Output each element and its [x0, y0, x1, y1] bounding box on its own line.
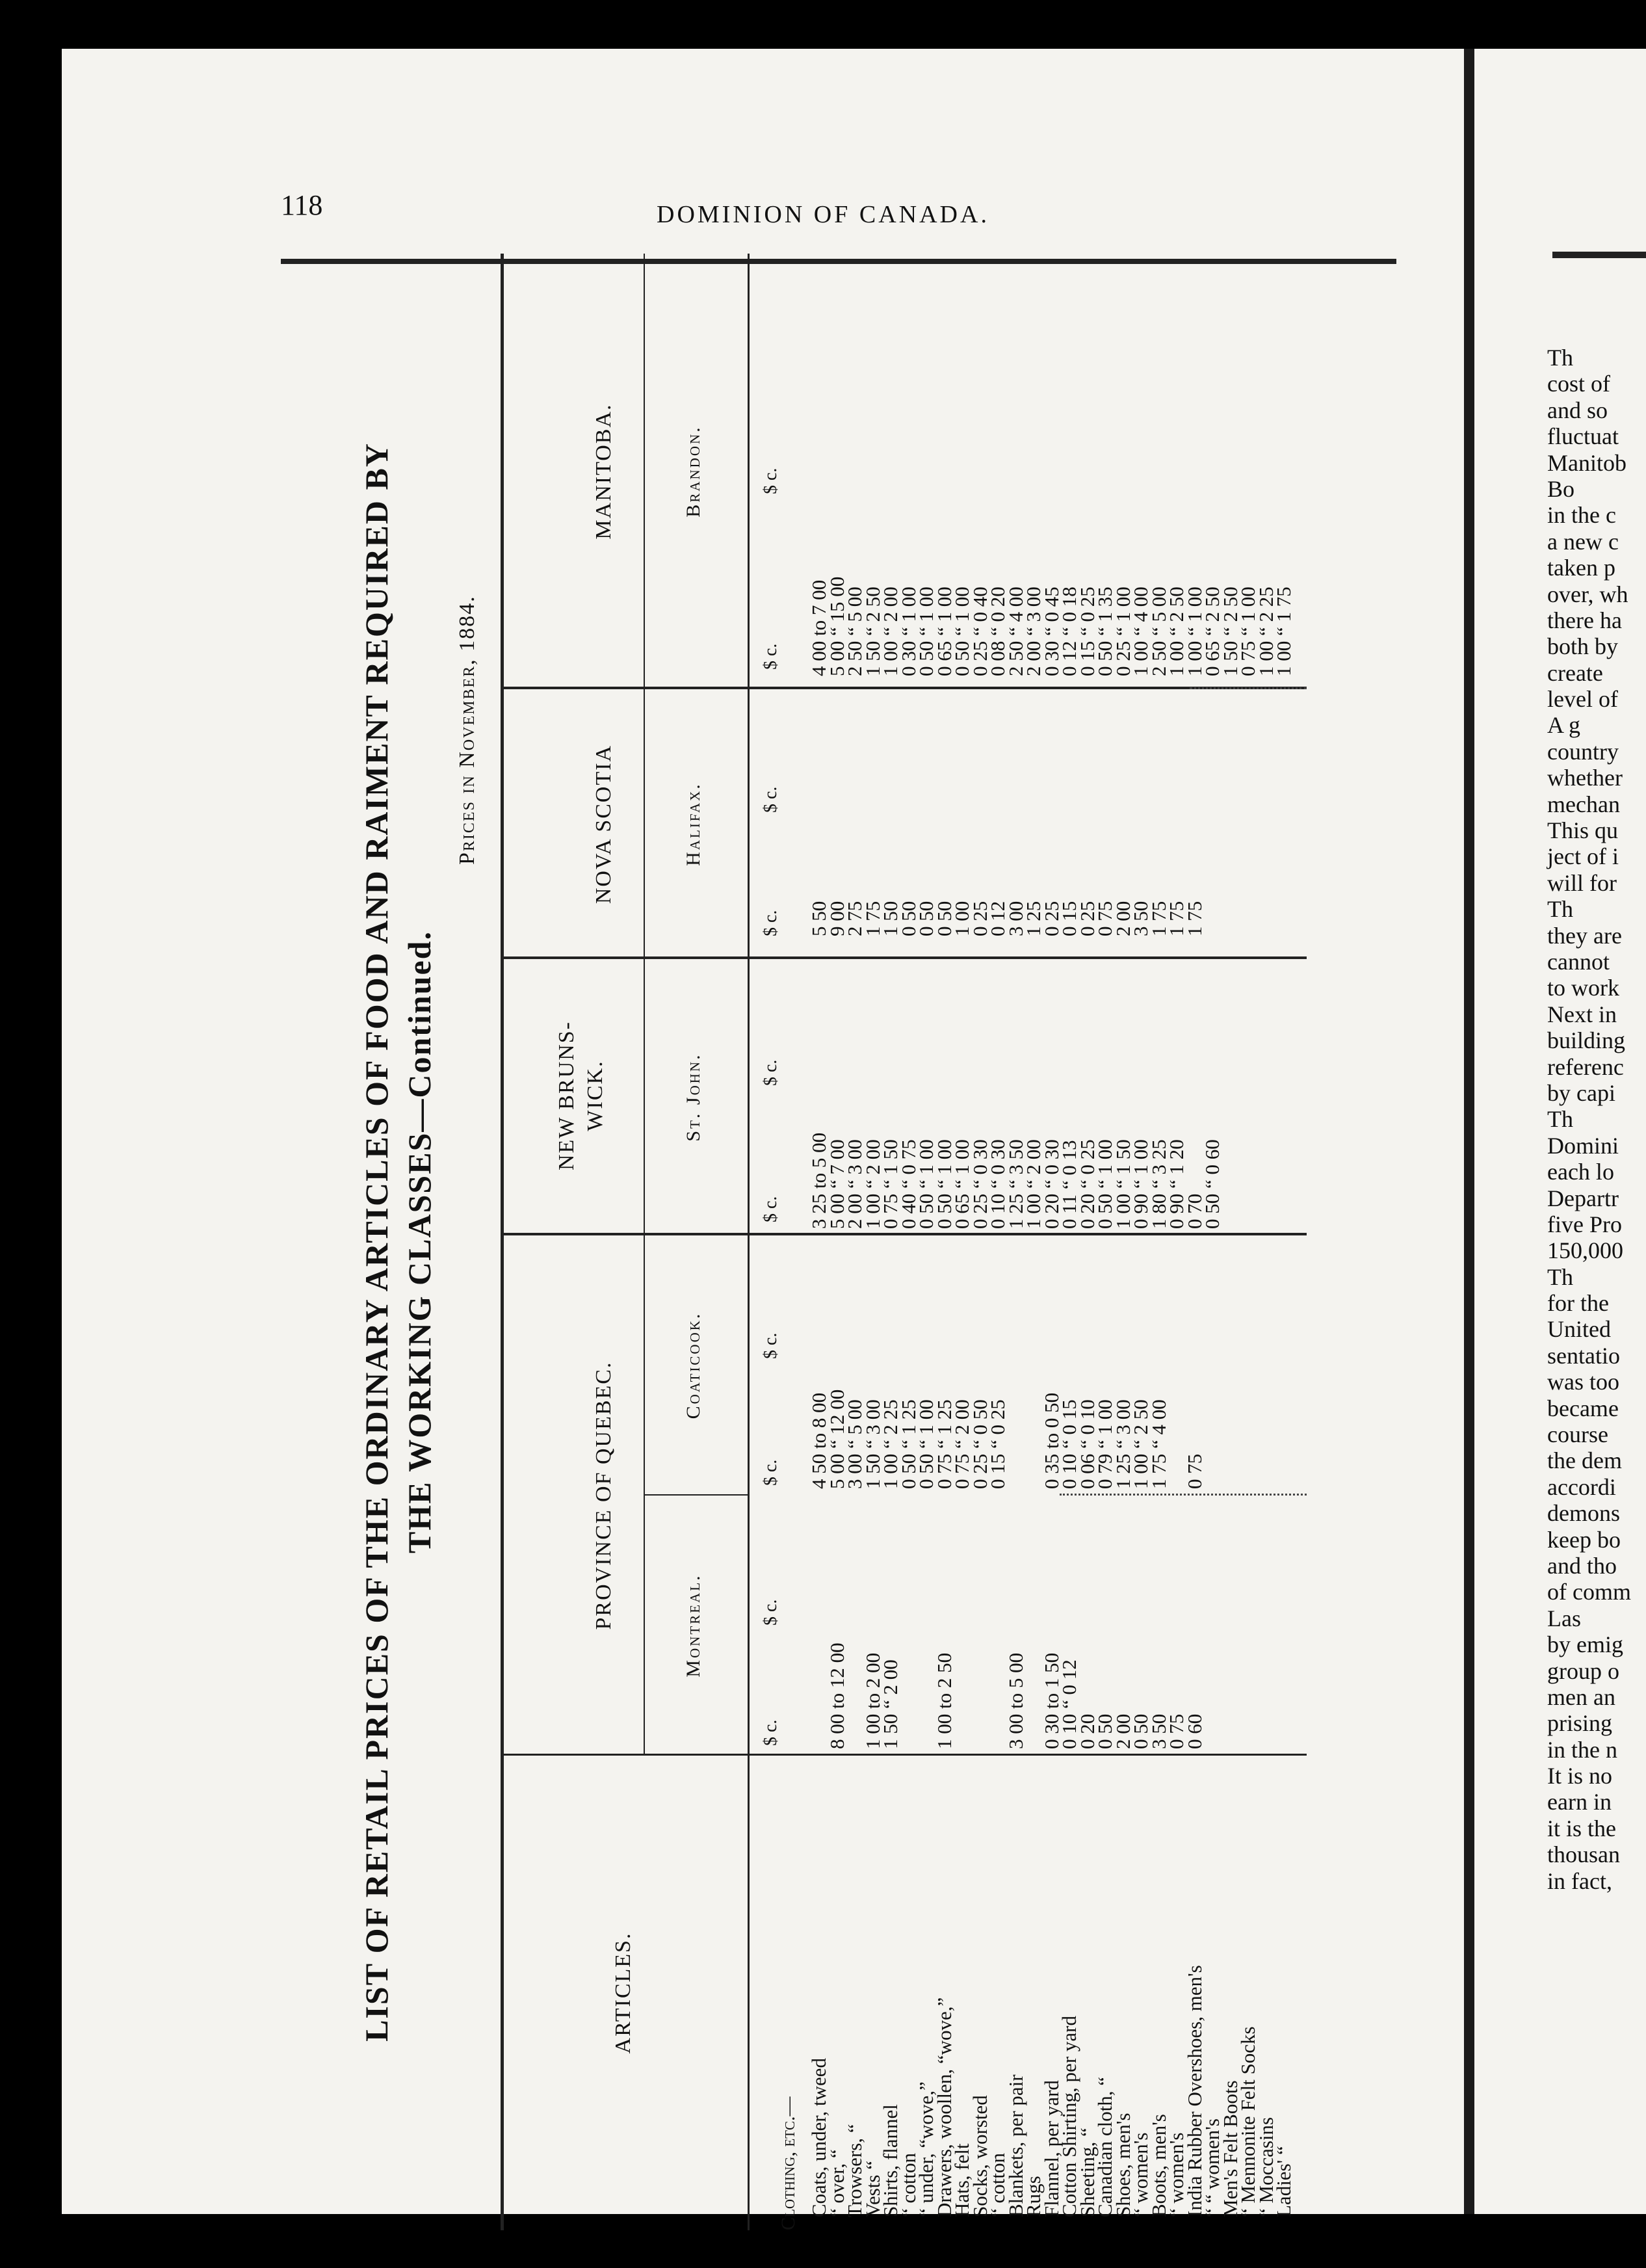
right-page-line: Th	[1547, 896, 1573, 923]
right-page-line: mechan	[1547, 791, 1620, 817]
province-rule	[644, 254, 645, 1756]
right-page-line: It is no	[1547, 1763, 1613, 1789]
col-divider	[501, 956, 1307, 959]
province-nova-scotia: NOVA SCOTIA	[592, 744, 616, 904]
price-montreal: 0 30 to 1 50	[1039, 1652, 1063, 1749]
price-brandon: 2 50 “ 5 00	[1147, 587, 1170, 676]
price-halifax: 3 50	[1129, 901, 1152, 936]
right-page-line: in fact,	[1547, 1867, 1612, 1894]
unit-label: $ c.	[761, 468, 781, 494]
right-page-line: in the n	[1547, 1736, 1617, 1763]
unit-label: $ c.	[761, 1459, 781, 1486]
price-halifax: 0 25	[968, 901, 991, 936]
price-montreal: 2 00	[1111, 1713, 1134, 1749]
dotted-divider	[1190, 687, 1307, 689]
price-halifax: 1 75	[861, 901, 884, 936]
right-page-line: Th	[1547, 345, 1573, 371]
row-label: Hats, felt	[950, 2143, 973, 2217]
right-page-line: Domini	[1547, 1132, 1619, 1159]
price-montreal: 0 60	[1182, 1713, 1206, 1749]
price-halifax: 0 50	[896, 901, 920, 936]
price-coaticook: 3 00 “ 5 00	[843, 1399, 866, 1489]
row-label: “ cotton	[896, 2153, 920, 2217]
price-brandon: 0 15 “ 0 25	[1075, 587, 1099, 676]
col-divider	[501, 1233, 1307, 1235]
table-head-rule	[748, 254, 750, 2230]
right-page-line: whether	[1547, 765, 1623, 791]
table-title: LIST OF RETAIL PRICES OF THE ORDINARY ARTICLES OF FOOD AND RAIMENT REQUIRED BY	[358, 442, 395, 2042]
row-label: Socks, worsted	[968, 2095, 991, 2217]
city-brandon: Brandon.	[683, 425, 704, 518]
price-stjohn: 0 50 “ 1 00	[1093, 1139, 1116, 1229]
right-page-line: both by	[1547, 633, 1619, 660]
row-label: “ women's	[1129, 2132, 1152, 2217]
rotated-table	[345, 234, 1320, 2250]
price-stjohn: 5 00 “ 7 00	[825, 1139, 848, 1229]
price-brandon: 1 50 “ 2 50	[861, 587, 884, 676]
price-coaticook: 1 75 “ 4 00	[1147, 1399, 1170, 1489]
right-page-line: Th	[1547, 1263, 1573, 1290]
price-halifax: 1 25	[1022, 901, 1045, 936]
price-halifax: 1 00	[950, 901, 973, 936]
price-halifax: 0 25	[1075, 901, 1099, 936]
price-brandon: 4 00 to 7 00	[807, 579, 830, 676]
unit-label: $ c.	[761, 1719, 781, 1746]
right-page-line: in the c	[1547, 502, 1616, 529]
section-label: Clothing, etc.—	[777, 2096, 799, 2230]
price-coaticook: 5 00 “ 12 00	[825, 1389, 848, 1489]
price-brandon: 1 00 “ 2 00	[879, 587, 902, 676]
price-coaticook: 0 35 to 0 50	[1039, 1392, 1063, 1489]
row-label: Men's Felt Boots	[1218, 2080, 1242, 2217]
price-brandon: 0 65 “ 1 00	[932, 587, 956, 676]
price-montreal: 0 50	[1129, 1713, 1152, 1749]
right-page-line: Bo	[1547, 475, 1575, 502]
right-page-line: fluctuat	[1547, 423, 1619, 450]
price-halifax: 0 25	[1039, 901, 1063, 936]
row-label: Trowsers, “	[843, 2124, 866, 2217]
price-stjohn: 0 75 “ 1 50	[879, 1139, 902, 1229]
price-halifax: 1 75	[1182, 901, 1206, 936]
price-coaticook: 1 25 “ 3 00	[1111, 1399, 1134, 1489]
row-label: Boots, men's	[1147, 2114, 1170, 2217]
table-top-rule	[501, 254, 504, 2230]
price-brandon: 0 30 “ 1 00	[896, 587, 920, 676]
right-page-line: five Pro	[1547, 1211, 1622, 1237]
right-page-line: United	[1547, 1316, 1611, 1343]
price-montreal: 3 00 to 5 00	[1004, 1652, 1027, 1749]
price-stjohn: 0 50 “ 0 60	[1201, 1139, 1223, 1229]
row-label: “ “ women's	[1201, 2118, 1223, 2217]
price-stjohn: 0 40 “ 0 75	[896, 1139, 920, 1229]
right-page-line: a new c	[1547, 528, 1619, 555]
price-brandon: 0 50 “ 1 35	[1093, 587, 1116, 676]
right-page-line: Manitob	[1547, 449, 1626, 476]
unit-label: $ c.	[761, 1196, 781, 1222]
price-halifax: 0 12	[986, 901, 1009, 936]
price-montreal: 0 75	[1165, 1713, 1188, 1749]
row-label: India Rubber Overshoes, men's	[1182, 1965, 1206, 2217]
right-page-line: it is the	[1547, 1815, 1616, 1841]
price-halifax: 5 50	[807, 901, 830, 936]
page-number: 118	[281, 189, 323, 221]
row-label: Vests “	[861, 2161, 884, 2217]
price-halifax: 1 50	[879, 901, 902, 936]
right-page-line: Las	[1547, 1605, 1581, 1631]
province-manitoba: MANITOBA.	[592, 403, 616, 540]
row-label: Shoes, men's	[1111, 2113, 1134, 2217]
price-brandon: 0 50 “ 1 00	[950, 587, 973, 676]
price-brandon: 1 50 “ 2 50	[1218, 587, 1242, 676]
price-halifax: 2 75	[843, 901, 866, 936]
row-label: Blankets, per pair	[1004, 2074, 1027, 2217]
unit-label: $ c.	[761, 643, 781, 670]
unit-label: $ c.	[761, 910, 781, 936]
price-stjohn: 3 25 to 5 00	[807, 1132, 830, 1229]
row-label: Rugs	[1022, 2176, 1045, 2217]
price-coaticook: 0 75	[1182, 1453, 1206, 1489]
province-new-brunswick: NEW BRUNS-WICK.	[555, 1021, 607, 1170]
right-page-line: each lo	[1547, 1159, 1614, 1185]
price-coaticook: 0 15 “ 0 25	[986, 1399, 1009, 1489]
articles-header: ARTICLES.	[611, 1932, 635, 2054]
price-halifax: 9 00	[825, 901, 848, 936]
price-stjohn: 0 10 “ 0 30	[986, 1139, 1009, 1229]
gutter	[1464, 49, 1474, 2214]
right-page-line: cannot	[1547, 948, 1610, 975]
price-stjohn: 1 25 “ 3 50	[1004, 1139, 1027, 1229]
right-page-line: accordi	[1547, 1473, 1616, 1500]
right-page-line: was too	[1547, 1369, 1619, 1395]
price-coaticook: 1 00 “ 2 50	[1129, 1399, 1152, 1489]
price-coaticook: 0 06 “ 0 10	[1075, 1399, 1099, 1489]
right-page-line: they are	[1547, 922, 1622, 949]
price-halifax: 1 75	[1165, 901, 1188, 936]
right-page-text	[1547, 345, 1646, 1894]
right-page-line: create	[1547, 659, 1603, 686]
right-page-line: keep bo	[1547, 1526, 1621, 1553]
price-stjohn: 1 00 “ 2 00	[1022, 1139, 1045, 1229]
right-page-line: earn in	[1547, 1789, 1612, 1815]
right-page-line: taken p	[1547, 555, 1615, 581]
price-stjohn: 0 70	[1182, 1193, 1206, 1229]
price-montreal: 0 20	[1075, 1713, 1099, 1749]
row-label: Sheeting, “	[1075, 2128, 1099, 2217]
price-halifax: 3 00	[1004, 901, 1027, 936]
price-brandon: 1 00 “ 2 25	[1254, 587, 1277, 676]
price-stjohn: 0 20 “ 0 30	[1039, 1139, 1063, 1229]
price-stjohn: 0 20 “ 0 25	[1075, 1139, 1099, 1229]
right-page-line: cost of	[1547, 371, 1610, 397]
price-brandon: 1 00 “ 1 75	[1272, 587, 1295, 676]
right-page-line: by capi	[1547, 1079, 1615, 1106]
right-page-line: level of	[1547, 686, 1618, 713]
right-page-line: to work	[1547, 975, 1619, 1001]
right-page-line: will for	[1547, 869, 1617, 896]
table-title-continued: THE WORKING CLASSES—Continued.	[401, 930, 438, 1553]
city-halifax: Halifax.	[683, 782, 704, 866]
price-stjohn: 1 00 “ 2 00	[861, 1139, 884, 1229]
row-label: “ over, “	[825, 2149, 848, 2217]
price-halifax: 0 50	[932, 901, 956, 936]
row-label: Flannel, per yard	[1039, 2080, 1063, 2217]
price-montreal: 1 00 to 2 50	[932, 1652, 956, 1749]
right-page-line: became	[1547, 1395, 1619, 1421]
right-page-line: group o	[1547, 1657, 1619, 1684]
price-montreal: 1 50 “ 2 00	[879, 1659, 902, 1749]
right-page-line: referenc	[1547, 1053, 1624, 1080]
right-page-line: by emig	[1547, 1631, 1623, 1658]
price-brandon: 5 00 “ 15 00	[825, 576, 848, 676]
price-brandon: 2 50 “ 5 00	[843, 587, 866, 676]
price-brandon: 0 08 “ 0 20	[986, 587, 1009, 676]
right-page-line: and tho	[1547, 1552, 1617, 1579]
right-page-line: This qu	[1547, 817, 1619, 844]
unit-label: $ c.	[761, 1059, 781, 1086]
price-montreal: 8 00 to 12 00	[825, 1642, 848, 1749]
right-page-line: Departr	[1547, 1185, 1619, 1211]
price-brandon: 0 65 “ 2 50	[1201, 587, 1223, 676]
dotted-divider	[1060, 1494, 1307, 1496]
right-page-line: for the	[1547, 1290, 1609, 1317]
price-stjohn: 1 00 “ 1 50	[1111, 1139, 1134, 1229]
unit-label: $ c.	[761, 786, 781, 813]
row-label: “ cotton	[986, 2153, 1009, 2217]
city-st-john: St. John.	[683, 1053, 704, 1142]
right-page-line: prising	[1547, 1710, 1613, 1737]
price-stjohn: 0 50 “ 1 00	[932, 1139, 956, 1229]
city-montreal: Montreal.	[683, 1574, 704, 1678]
right-page-line: of comm	[1547, 1579, 1631, 1605]
price-stjohn: 0 65 “ 1 00	[950, 1139, 973, 1229]
price-montreal: 0 50	[1093, 1713, 1116, 1749]
price-brandon: 0 25 “ 1 00	[1111, 587, 1134, 676]
price-brandon: 0 75 “ 1 00	[1236, 587, 1259, 676]
row-label: Ladies' “	[1272, 2146, 1295, 2217]
table-subtitle: Prices in November, 1884.	[455, 595, 479, 865]
right-page-line: country	[1547, 738, 1619, 765]
price-stjohn: 0 90 “ 1 20	[1165, 1139, 1188, 1229]
right-page-line: the dem	[1547, 1447, 1622, 1474]
price-coaticook: 0 75 “ 2 00	[950, 1399, 973, 1489]
price-stjohn: 0 11 “ 0 13	[1058, 1140, 1080, 1229]
price-brandon: 0 25 “ 0 40	[968, 587, 991, 676]
price-stjohn: 0 25 “ 0 30	[968, 1139, 991, 1229]
running-head: DOMINION OF CANADA.	[657, 201, 989, 228]
price-coaticook: 0 25 “ 0 50	[968, 1399, 991, 1489]
price-halifax: 0 75	[1093, 901, 1116, 936]
price-coaticook: 0 50 “ 1 00	[915, 1399, 937, 1489]
price-coaticook: 0 75 “ 1 25	[932, 1399, 956, 1489]
price-stjohn: 0 90 “ 1 00	[1129, 1139, 1152, 1229]
row-label: “ women's	[1165, 2132, 1188, 2217]
price-brandon: 0 50 “ 1 00	[915, 587, 937, 676]
row-label: “ Moccasins	[1254, 2116, 1277, 2217]
right-page-line: ject of i	[1547, 843, 1619, 870]
right-page-line: Th	[1547, 1106, 1573, 1133]
price-halifax: 0 15	[1058, 901, 1080, 936]
price-coaticook: 0 50 “ 1 25	[896, 1399, 920, 1489]
price-halifax: 2 00	[1111, 901, 1134, 936]
price-montreal: 0 10 “ 0 12	[1058, 1659, 1080, 1749]
right-page-line: Next in	[1547, 1001, 1617, 1027]
unit-label: $ c.	[761, 1332, 781, 1359]
row-label: Drawers, woollen, “wove,”	[932, 1997, 956, 2217]
right-page	[1474, 49, 1646, 2214]
price-montreal: 1 00 to 2 00	[861, 1652, 884, 1749]
price-brandon: 1 00 “ 2 50	[1165, 587, 1188, 676]
price-brandon: 1 00 “ 4 00	[1129, 587, 1152, 676]
price-brandon: 2 00 “ 3 00	[1022, 587, 1045, 676]
price-coaticook: 1 50 “ 3 00	[861, 1399, 884, 1489]
price-brandon: 0 12 “ 0 18	[1058, 587, 1080, 676]
price-stjohn: 1 80 “ 3 25	[1147, 1139, 1170, 1229]
unit-label: $ c.	[761, 1599, 781, 1626]
right-page-line: sentatio	[1547, 1342, 1620, 1369]
right-page-line: men an	[1547, 1683, 1615, 1710]
price-coaticook: 0 10 “ 0 15	[1058, 1399, 1080, 1489]
province-quebec: PROVINCE OF QUEBEC.	[592, 1361, 616, 1630]
price-coaticook: 1 00 “ 2 25	[879, 1399, 902, 1489]
price-stjohn: 2 00 “ 3 00	[843, 1139, 866, 1229]
price-coaticook: 0 79 “ 1 00	[1093, 1399, 1116, 1489]
price-brandon: 1 00 “ 1 00	[1182, 587, 1206, 676]
right-page-line: thousan	[1547, 1841, 1620, 1868]
price-stjohn: 0 50 “ 1 00	[915, 1139, 937, 1229]
price-halifax: 1 75	[1147, 901, 1170, 936]
right-page-line: building	[1547, 1027, 1626, 1054]
row-label: Coats, under, tweed	[807, 2058, 830, 2217]
row-label: “ under, “wove,”	[915, 2081, 937, 2217]
price-halifax: 0 50	[915, 901, 937, 936]
row-label: Shirts, flannel	[879, 2104, 902, 2217]
right-page-line: over, wh	[1547, 581, 1628, 607]
right-page-line: 150,000	[1547, 1237, 1623, 1264]
price-brandon: 0 30 “ 0 45	[1039, 587, 1063, 676]
row-label: Cotton Shirting, per yard	[1058, 2016, 1080, 2217]
price-coaticook: 4 50 to 8 00	[807, 1392, 830, 1489]
city-coaticook: Coaticook.	[683, 1312, 704, 1419]
right-page-rule	[1552, 252, 1646, 258]
row-label: Canadian cloth, “	[1093, 2076, 1116, 2217]
right-page-line: and so	[1547, 397, 1608, 423]
right-page-line: there ha	[1547, 607, 1622, 633]
row-label: “ Mennonite Felt Socks	[1236, 2026, 1259, 2217]
col-divider	[501, 687, 1307, 689]
right-page-line: demons	[1547, 1500, 1620, 1527]
right-page-line: course	[1547, 1421, 1608, 1448]
right-page-line: A g	[1547, 712, 1581, 739]
price-brandon: 2 50 “ 4 00	[1004, 587, 1027, 676]
price-montreal: 3 50	[1147, 1713, 1170, 1749]
